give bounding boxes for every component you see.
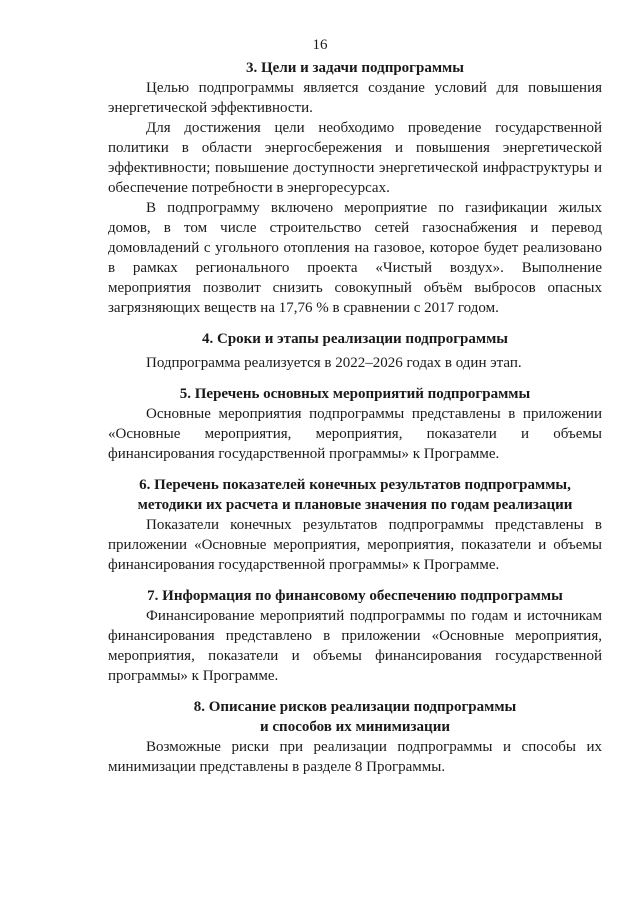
paragraph: Основные мероприятия подпрограммы представлены в приложении «Основные мероприятия, мероприятия, показатели и объемы финансирования государственной программы» к Программе. <box>108 406 602 462</box>
section-heading <box>108 697 602 737</box>
section-heading <box>108 329 602 349</box>
heading-line: 7. Информация по финансовому обеспечению подпрограммы <box>147 588 563 604</box>
paragraph: Для достижения цели необходимо проведение государственной политики в области энергосбережения и повышения энергетической эффективности; повышение доступности энергетической инфраструктуры и обеспечение потребности в энергоресурсах. <box>108 120 602 196</box>
paragraph: Возможные риски при реализации подпрограммы и способы их минимизации представлены в разделе 8 Программы. <box>108 739 602 775</box>
paragraph: Подпрограмма реализуется в 2022–2026 годах в один этап. <box>146 355 522 371</box>
paragraph: Финансирование мероприятий подпрограммы по годам и источникам финансирования представлено в приложении «Основные мероприятия, мероприятия, показатели и объемы финансирования государственной программы» к Программе. <box>108 608 602 684</box>
heading-line: 4. Сроки и этапы реализации подпрограммы <box>201 331 509 347</box>
section-heading <box>108 586 602 606</box>
section-7-financing <box>108 586 602 686</box>
section-heading <box>108 384 602 404</box>
heading-line: методики их расчета и плановые значения по годам реализации <box>137 497 573 513</box>
section-heading <box>108 475 602 515</box>
section-5-measures <box>108 384 602 464</box>
section-heading <box>108 58 602 78</box>
section-6-indicators <box>108 475 602 575</box>
section-3-goals <box>108 58 602 318</box>
document-body <box>108 58 602 777</box>
heading-line: 8. Описание рисков реализации подпрограммы <box>193 699 517 715</box>
paragraph: Целью подпрограммы является создание условий для повышения энергетической эффективности. <box>108 80 602 116</box>
heading-line: и способов их минимизации <box>260 719 450 735</box>
heading-line: 6. Перечень показателей конечных результатов подпрограммы, <box>139 477 571 493</box>
section-4-timeline <box>108 329 602 373</box>
heading-line: 5. Перечень основных мероприятий подпрограммы <box>179 386 531 402</box>
paragraph: В подпрограмму включено мероприятие по газификации жилых домов, в том числе строительство сетей газоснабжения и перевод домовладений с угольного отопления на газовое, которое будет реализовано в рамках регионального проекта «Чистый воздух». Выполнение мероприятия позволит снизить совокупный объём выбросов опасных загрязняющих веществ на 17,76 % в сравнении с 2017 годом. <box>108 200 602 316</box>
page-number: 16 <box>312 37 328 53</box>
heading-line: 3. Цели и задачи подпрограммы <box>246 60 464 76</box>
section-8-risks <box>108 697 602 777</box>
paragraph: Показатели конечных результатов подпрограммы представлены в приложении «Основные мероприятия, мероприятия, показатели и объемы финансирования государственной программы» к Программе. <box>108 517 602 573</box>
